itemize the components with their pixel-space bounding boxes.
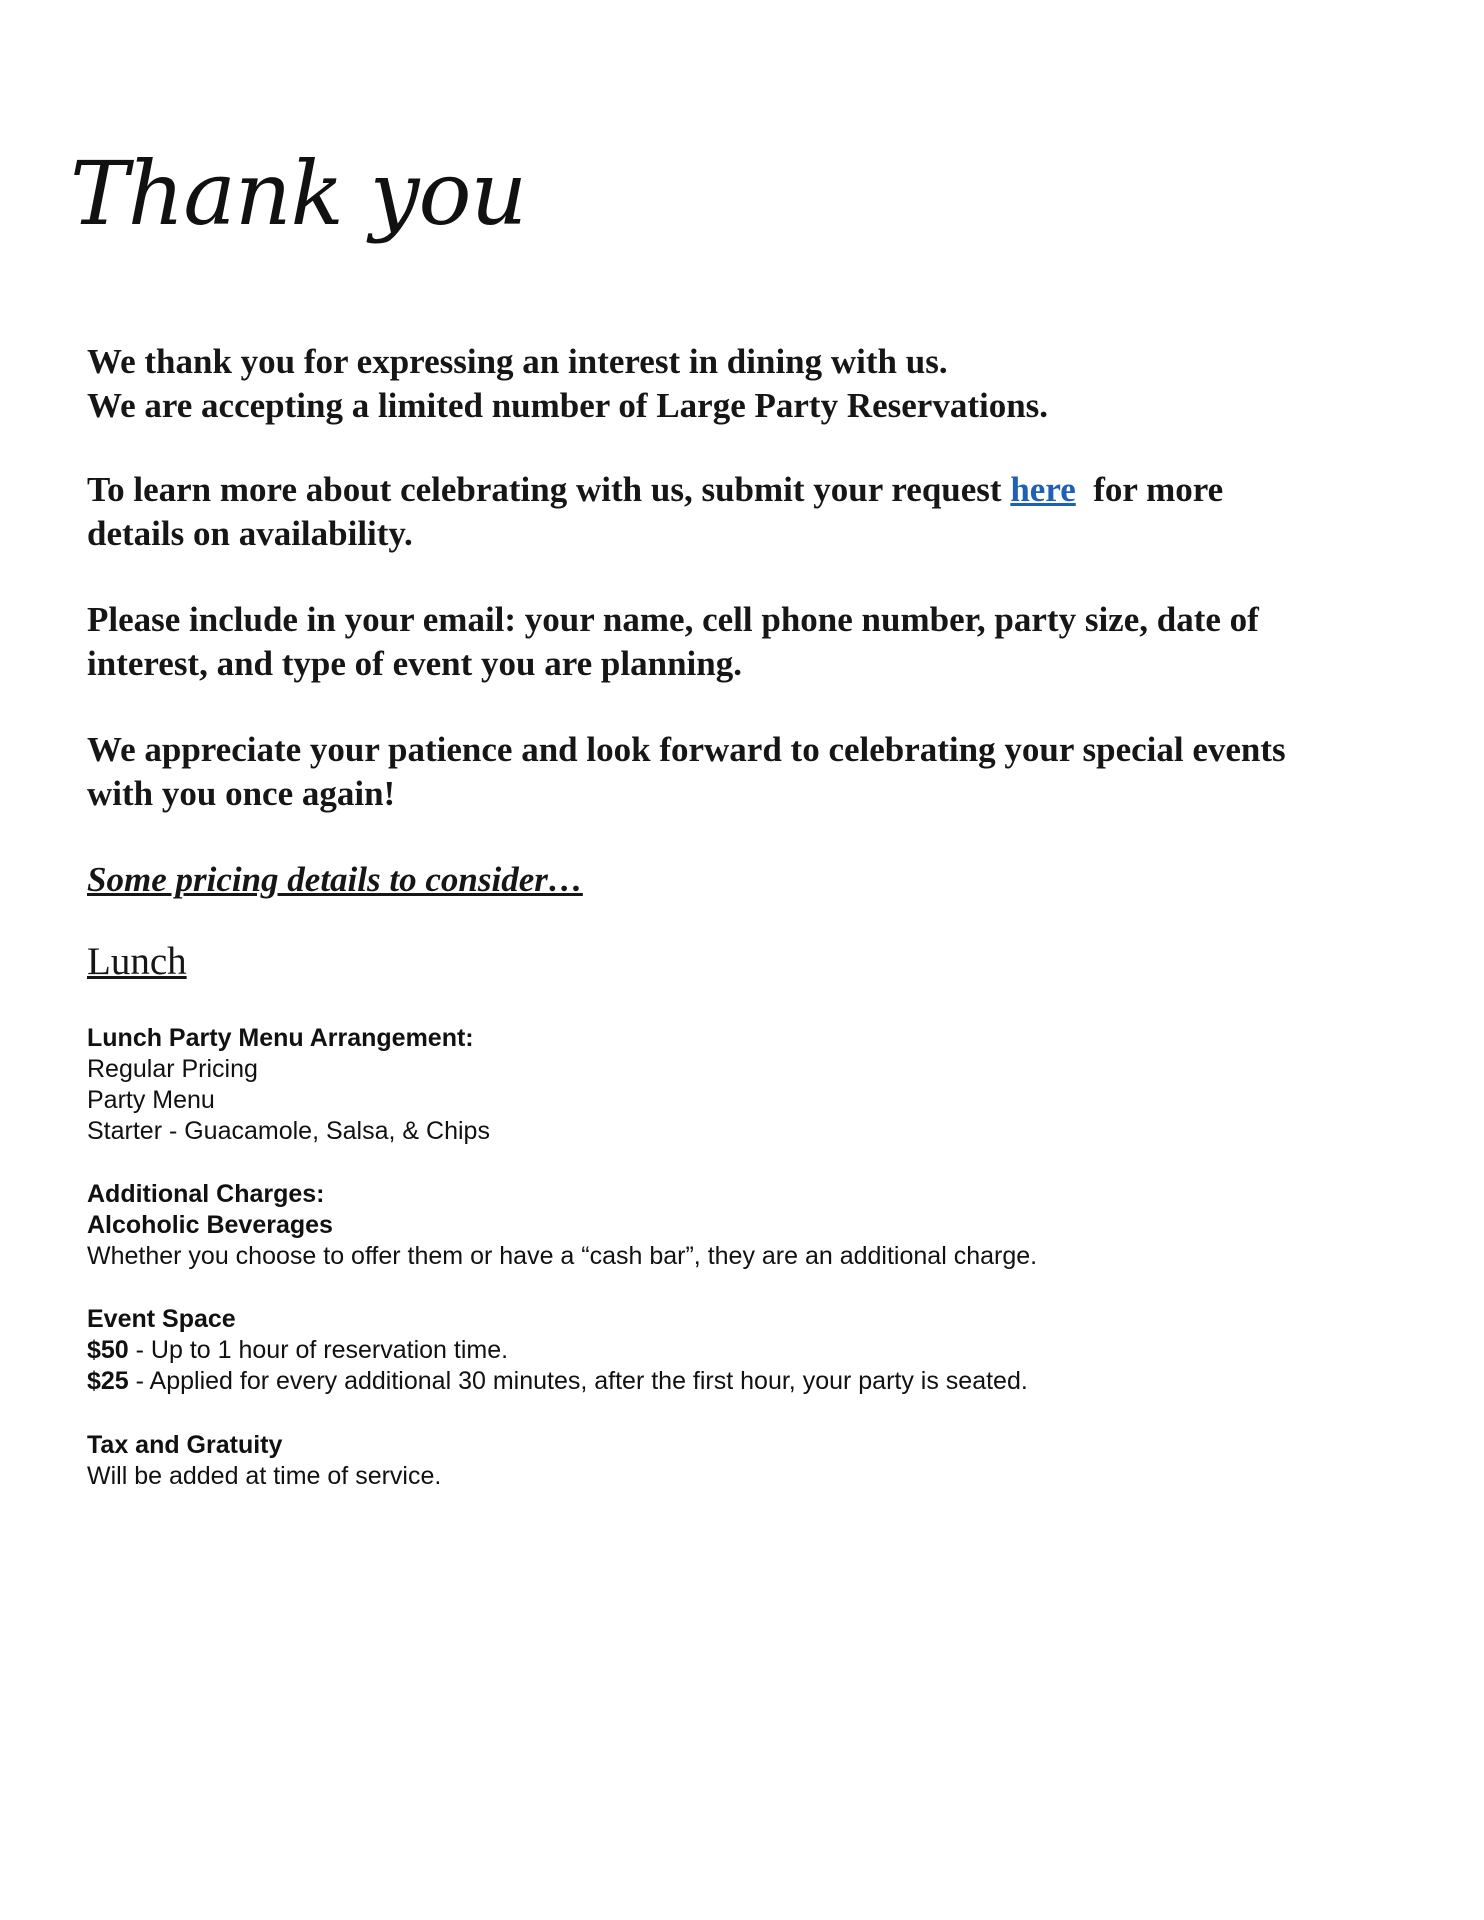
learn-more-text-before: To learn more about celebrating with us, submit your request xyxy=(87,470,1011,509)
learn-more-paragraph xyxy=(87,468,1267,556)
alcoholic-beverages-text: Whether you choose to offer them or have a “cash bar”, they are an additional charge. xyxy=(87,1242,1038,1270)
event-space-rate xyxy=(87,1366,1028,1397)
event-space-rate xyxy=(87,1335,1028,1366)
alcoholic-beverages-label: Alcoholic Beverages xyxy=(87,1211,333,1239)
rate-description: - Up to 1 hour of reservation time. xyxy=(128,1336,509,1364)
additional-charges-label: Additional Charges: xyxy=(87,1180,325,1208)
lunch-menu-arrangement-section xyxy=(87,1023,490,1147)
menu-item: Regular Pricing xyxy=(87,1055,258,1083)
learn-more-text xyxy=(87,468,1267,556)
tax-gratuity-label: Tax and Gratuity xyxy=(87,1431,283,1459)
intro-line-2: We are accepting a limited number of Large Party Reservations. xyxy=(87,386,1049,425)
request-here-link[interactable]: here xyxy=(1010,470,1076,509)
rate-description: - Applied for every additional 30 minutes, after the first hour, your party is seated. xyxy=(128,1367,1028,1395)
menu-item: Party Menu xyxy=(87,1086,215,1114)
appreciate-paragraph xyxy=(87,728,1287,816)
pricing-heading: Some pricing details to consider… xyxy=(87,860,583,899)
event-space-label: Event Space xyxy=(87,1305,236,1333)
rate-price: $50 xyxy=(87,1336,129,1364)
menu-arrangement-label: Lunch Party Menu Arrangement: xyxy=(87,1024,474,1052)
menu-item: Starter - Guacamole, Salsa, & Chips xyxy=(87,1117,490,1145)
thank-you-title: Thank you xyxy=(70,142,527,245)
tax-gratuity-text: Will be added at time of service. xyxy=(87,1462,442,1490)
intro-paragraph xyxy=(87,340,1048,428)
include-note-text: Please include in your email: your name, cell phone number, party size, date of interest, and type of event you are planning. xyxy=(87,600,1259,683)
learn-more-text-after: for more details on availability. xyxy=(87,470,1232,553)
additional-charges-section xyxy=(87,1179,1037,1272)
intro-line-1: We thank you for expressing an interest in dining with us. xyxy=(87,342,948,381)
rate-price: $25 xyxy=(87,1367,129,1395)
tax-gratuity-section xyxy=(87,1430,441,1492)
appreciate-note-text: We appreciate your patience and look forward to celebrating your special events with you once again! xyxy=(87,730,1286,813)
include-paragraph xyxy=(87,598,1287,686)
lunch-heading: Lunch xyxy=(87,940,187,983)
event-space-section xyxy=(87,1304,1028,1397)
